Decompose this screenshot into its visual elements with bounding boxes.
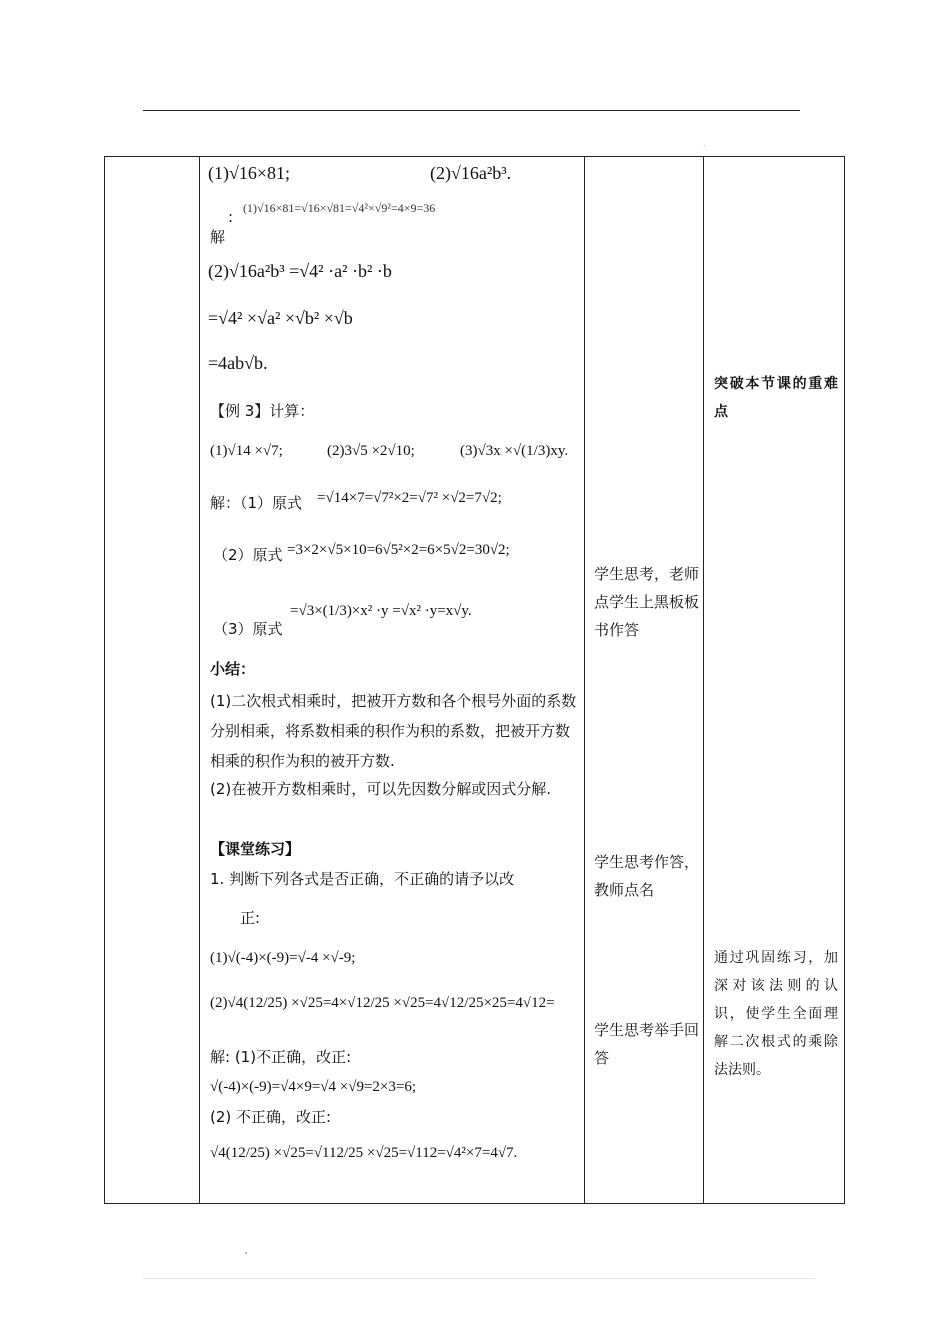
solution-colon: : (228, 208, 234, 226)
practice-answer-2-title: (2) 不正确，改正: (210, 1108, 332, 1126)
example2-solution-1: (1)√16×81=√16×√81=√4²×√9²=4×9=36 (243, 201, 436, 215)
column-divider-2 (584, 156, 585, 1204)
intent-note-1: 突破本节课的重难点 (714, 376, 838, 420)
practice-item-1: 1. 判断下列各式是否正确，不正确的请予以改 (210, 870, 515, 888)
practice-title: 【课堂练习】 (210, 840, 301, 858)
header-rule (143, 110, 800, 111)
example3-answer-3: =√3×(1/3)×x² ·y =√x² ·y=x√y. (290, 603, 472, 619)
example2-solution-2-line3: =4ab√b. (208, 353, 268, 373)
example3-answer-1-label: 解：（1）原式 (210, 494, 303, 512)
example3-question-3: (3)√3x ×√(1/3)xy. (460, 443, 569, 459)
example3-answer-1: =√14×7=√7²×2=√7² ×√2=7√2; (317, 490, 502, 506)
example2-question-2: (2)√16a²b³. (430, 163, 512, 183)
column-divider-3 (703, 156, 704, 1204)
example2-question-1: (1)√16×81; (208, 163, 291, 183)
footer-dot (245, 1252, 247, 1254)
practice-answer-1: √(-4)×(-9)=√4×9=√4 ×√9=2×3=6; (210, 1079, 416, 1095)
column-divider-1 (199, 156, 200, 1204)
practice-expression-2: (2)√4(12/25) ×√25=4×√12/25 ×√25=4√12/25×25=4√12= (210, 996, 555, 1011)
activity-note-1: 学生思考，老师点学生上黑板板书作答 (594, 565, 700, 639)
intent-note-2: 通过巩固练习，加深对该法则的认识，使学生全面理解二次根式的乘除法法则。 (714, 950, 838, 1078)
header-mark: . (703, 139, 706, 148)
example2-solution-2-line2: =√4² ×√a² ×√b² ×√b (208, 308, 353, 328)
activity-note-2: 学生思考作答，教师点名 (594, 853, 700, 899)
solution-label: 解 (210, 228, 226, 246)
practice-expression-1: (1)√(-4)×(-9)=√-4 ×√-9; (210, 950, 356, 966)
example3-answer-2: =3×2×√5×10=6√5²×2=6×5√2=30√2; (287, 542, 510, 558)
practice-answer-2: √4(12/25) ×√25=√112/25 ×√25=√112=√4²×7=4√7. (210, 1145, 518, 1161)
summary-title: 小结： (210, 660, 256, 678)
summary-point-1: (1)二次根式相乘时，把被开方数和各个根号外面的系数分别相乘，将系数相乘的积作为积的系数，把被开方数相乘的积作为积的被开方数. (210, 692, 577, 770)
example2-solution-2-line1: (2)√16a²b³ =√4² ·a² ·b² ·b (208, 261, 392, 281)
example3-answer-3-label: （3）原式 (213, 620, 283, 638)
summary-point-2: (2)在被开方数相乘时，可以先因数分解或因式分解. (210, 780, 552, 798)
example3-question-2: (2)3√5 ×2√10; (327, 443, 415, 459)
practice-item-1-continued: 正: (240, 909, 261, 927)
practice-answer-title: 解: (1)不正确，改正: (210, 1048, 352, 1066)
example3-question-1: (1)√14 ×√7; (210, 443, 283, 459)
example3-answer-2-label: （2）原式 (213, 546, 283, 564)
example3-title: 【例 3】计算： (210, 402, 315, 420)
activity-note-3: 学生思考举手回答 (594, 1021, 700, 1067)
footer-rule (143, 1278, 815, 1279)
